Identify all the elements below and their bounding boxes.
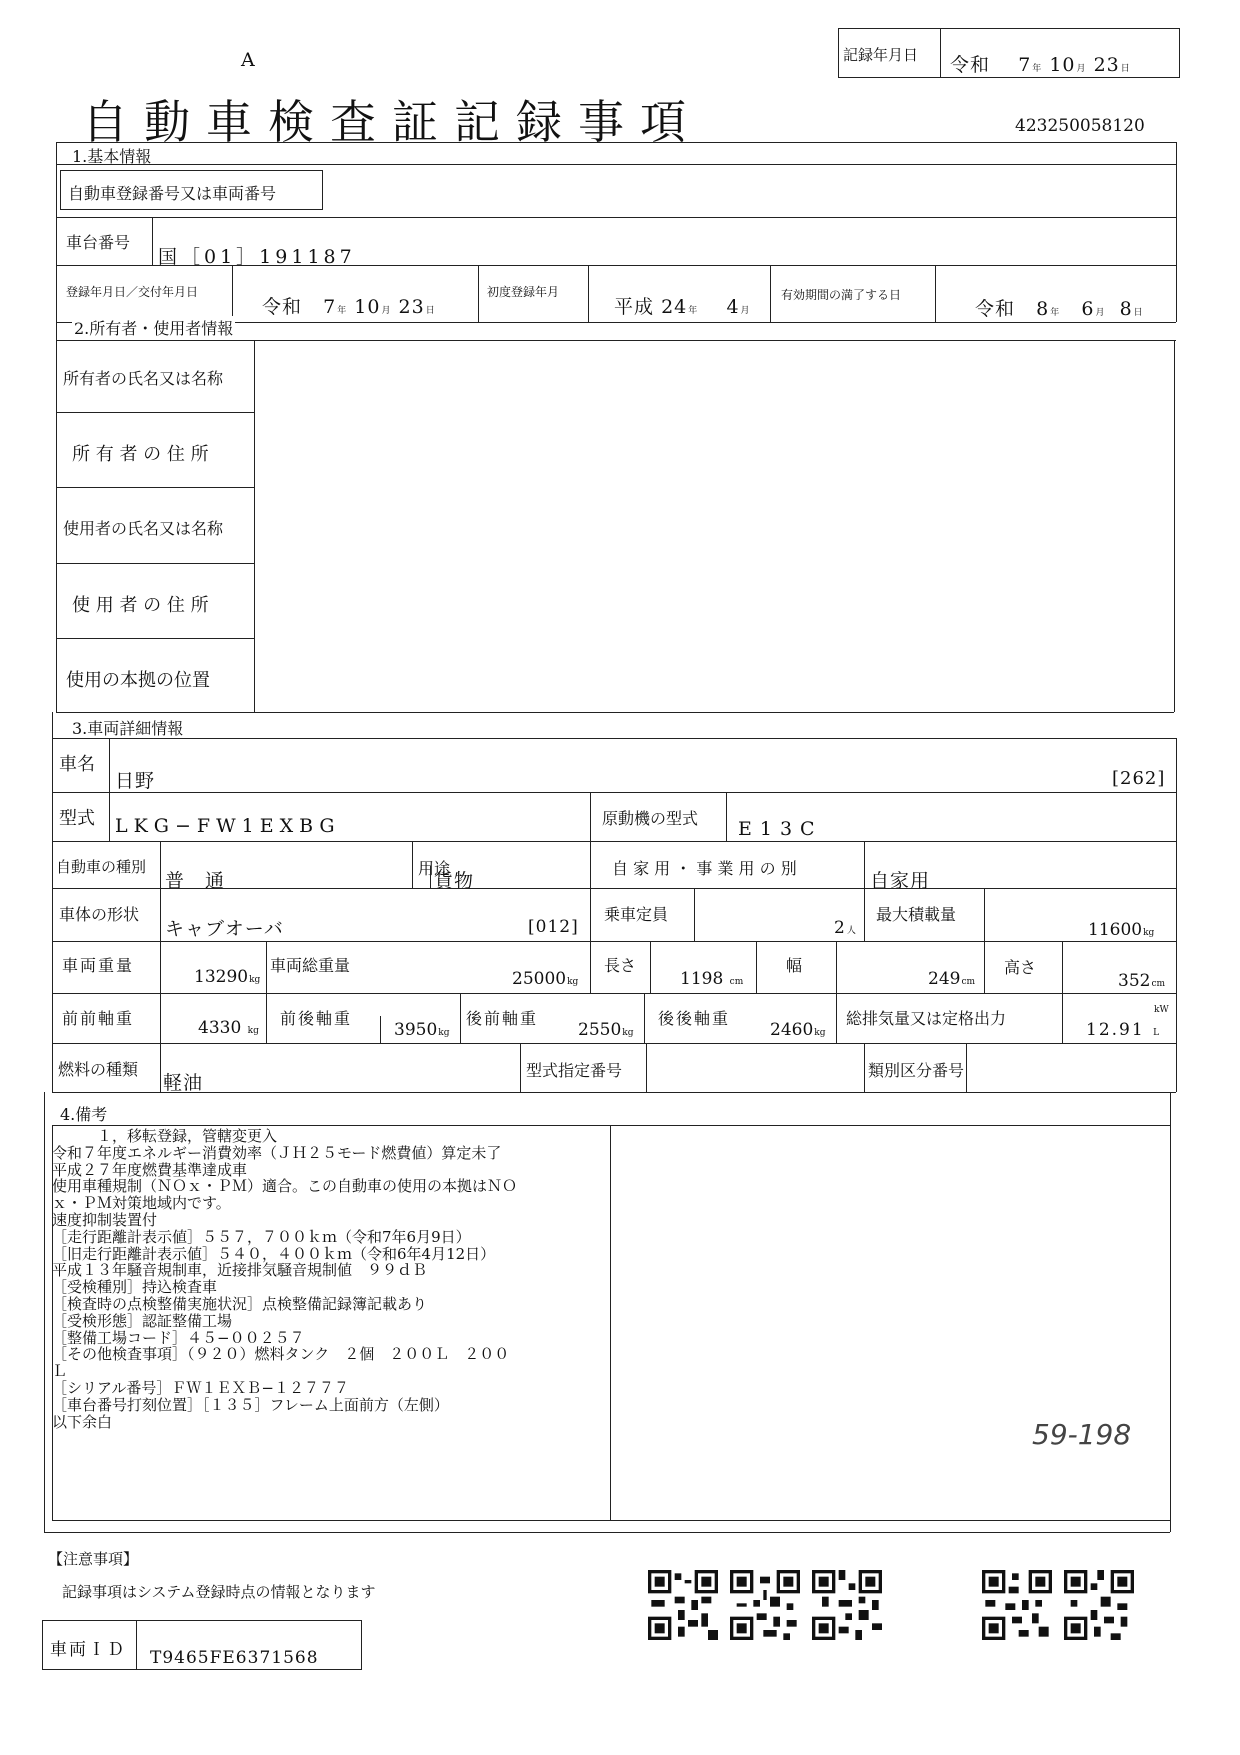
displacement-unit-kw: kW bbox=[1154, 1005, 1169, 1015]
body-value: キャブオーバ bbox=[165, 918, 284, 940]
expiry-label: 有効期間の満了する日 bbox=[781, 288, 902, 302]
vehicle-id-label: 車両ＩＤ bbox=[50, 1640, 126, 1660]
qr-code-icon bbox=[730, 1570, 800, 1640]
weight-value: 13290kg bbox=[194, 967, 261, 987]
handwritten-note: 59-198 bbox=[1032, 1418, 1132, 1451]
qr-code-icon bbox=[982, 1570, 1052, 1640]
remarks-line: ［検査時の点検整備実施状況］点検整備記録簿記載あり bbox=[52, 1294, 428, 1313]
remarks-line: ［車台番号打刻位置］［１３５］フレーム上面前方（左側） bbox=[52, 1395, 449, 1414]
type-designation-label: 型式指定番号 bbox=[526, 1061, 623, 1080]
first-reg-value: 平成 24年 4月 bbox=[614, 296, 751, 318]
ff-axle-value: 4330 kg bbox=[198, 1018, 259, 1038]
fuel-label: 燃料の種類 bbox=[58, 1060, 139, 1079]
reg-date-label: 登録年月日／交付年月日 bbox=[66, 285, 199, 299]
fr-axle-label: 前後軸重 bbox=[280, 1009, 353, 1028]
remarks-line: ［走行距離計表示値］５５７，７００ｋｍ（令和7年6月9日） bbox=[52, 1227, 471, 1246]
record-date-label: 記録年月日 bbox=[843, 46, 919, 64]
section-4-heading: 4.備考 bbox=[60, 1105, 108, 1124]
weight-label: 車両重量 bbox=[62, 956, 135, 975]
record-date-value: 令和 7年 10月 23日 bbox=[950, 54, 1131, 76]
model-value: LKG−FW1EXBG bbox=[115, 815, 341, 837]
remarks-line: ［旧走行距離計表示値］５４０，４００ｋｍ（令和6年4月12日） bbox=[52, 1244, 496, 1263]
section-3-heading: 3.車両詳細情報 bbox=[72, 719, 184, 738]
remarks-line: 速度抑制装置付 bbox=[52, 1210, 158, 1229]
engine-value: E13C bbox=[738, 818, 823, 840]
fuel-value: 軽油 bbox=[163, 1072, 204, 1094]
chassis-label: 車台番号 bbox=[66, 233, 131, 252]
remarks-line: ［受検種別］持込検査車 bbox=[52, 1278, 218, 1297]
reg-date-value: 令和 7年 10月 23日 bbox=[262, 296, 436, 318]
name-value: 日野 bbox=[115, 770, 156, 792]
vehicle-id-value: T9465FE6371568 bbox=[150, 1648, 319, 1668]
type-value: 普 通 bbox=[165, 870, 226, 892]
gross-weight-label: 車両総重量 bbox=[270, 956, 351, 975]
remarks-line: ［受検形態］認証整備工場 bbox=[52, 1311, 233, 1330]
category-label: 類別区分番号 bbox=[868, 1061, 965, 1080]
ff-axle-label: 前前軸重 bbox=[62, 1009, 135, 1028]
remarks-line: ［整備工場コード］４５−００２５７ bbox=[52, 1328, 305, 1347]
notes-text: 記録事項はシステム登録時点の情報となります bbox=[62, 1583, 376, 1601]
height-label: 高さ bbox=[1004, 958, 1037, 977]
owner-name-label: 所有者の氏名又は名称 bbox=[63, 369, 224, 388]
remarks-lines bbox=[52, 1128, 612, 1430]
remarks-line: 平成２７年度燃費基準達成車 bbox=[52, 1160, 248, 1179]
letter-mark: A bbox=[241, 49, 255, 71]
width-label: 幅 bbox=[786, 956, 803, 975]
use-value: 貨物 bbox=[434, 870, 475, 892]
expiry-value: 令和 8年 6月 8日 bbox=[975, 298, 1144, 320]
notes-heading: 【注意事項】 bbox=[48, 1550, 139, 1568]
body-code: [012] bbox=[528, 917, 579, 937]
document-number: 423250058120 bbox=[1015, 116, 1145, 136]
remarks-line: Ｌ bbox=[52, 1362, 68, 1381]
model-label: 型式 bbox=[59, 808, 95, 829]
name-code: [262] bbox=[1112, 768, 1166, 789]
user-name-label: 使用者の氏名又は名称 bbox=[63, 519, 224, 538]
user-address-label: 使 用 者 の 住 所 bbox=[72, 595, 209, 616]
owner-address-label: 所 有 者 の 住 所 bbox=[72, 444, 209, 465]
rf-axle-value: 2550kg bbox=[578, 1020, 634, 1040]
remarks-line: ［シリアル番号］ＦＷ１ＥＸＢ−１２７７７ bbox=[52, 1378, 349, 1397]
fr-axle-value: 3950kg bbox=[394, 1020, 450, 1040]
rr-axle-label: 後後軸重 bbox=[658, 1009, 731, 1028]
rf-axle-label: 後前軸重 bbox=[466, 1009, 539, 1028]
height-value: 352cm bbox=[1118, 971, 1166, 991]
max-load-value: 11600kg bbox=[1088, 920, 1155, 940]
remarks-line: 平成１３年騒音規制車，近接排気騒音規制値 ９９ｄＢ bbox=[52, 1261, 428, 1280]
remarks-line: 令和７年度エネルギー消費効率（ＪＨ２５モード燃費値）算定未了 bbox=[52, 1143, 502, 1162]
base-location-label: 使用の本拠の位置 bbox=[66, 670, 210, 691]
private-business-value: 自家用 bbox=[870, 870, 931, 892]
type-label: 自動車の種別 bbox=[56, 858, 147, 876]
name-label: 車名 bbox=[59, 754, 95, 775]
remarks-line: ［その他検査事項］（９２０）燃料タンク ２個 ２００Ｌ ２００ bbox=[52, 1345, 510, 1364]
reg-number-label: 自動車登録番号又は車両番号 bbox=[68, 184, 277, 203]
chassis-value: 国［01］191187 bbox=[158, 246, 356, 268]
capacity-value: 2人 bbox=[834, 918, 857, 938]
length-label: 長さ bbox=[604, 956, 637, 975]
remarks-line: １，移転登録，管轄変更入 bbox=[52, 1127, 278, 1145]
document-title: 自動車検査証記録事項 bbox=[82, 95, 702, 149]
qr-code-icon bbox=[648, 1570, 718, 1640]
qr-code-icon bbox=[812, 1570, 882, 1640]
engine-label: 原動機の型式 bbox=[602, 809, 699, 828]
remarks-line: 以下余白 bbox=[52, 1412, 113, 1431]
displacement-value: 12.91 L bbox=[1086, 1020, 1162, 1040]
width-value: 249cm bbox=[928, 969, 976, 989]
section-1-heading: 1.基本情報 bbox=[72, 147, 152, 166]
section-2-heading: 2.所有者・使用者情報 bbox=[72, 316, 235, 339]
first-reg-label: 初度登録年月 bbox=[487, 285, 560, 299]
use-label: 用途 bbox=[418, 859, 451, 878]
length-value: 1198 cm bbox=[680, 969, 744, 989]
remarks-line: 使用車種規制（ＮＯｘ・ＰＭ）適合。この自動車の使用の本拠はＮＯ bbox=[52, 1177, 518, 1196]
qr-code-icon bbox=[1064, 1570, 1134, 1640]
max-load-label: 最大積載量 bbox=[876, 905, 957, 924]
body-label: 車体の形状 bbox=[59, 905, 140, 924]
rr-axle-value: 2460kg bbox=[770, 1020, 826, 1040]
private-business-label: 自 家 用 ・ 事 業 用 の 別 bbox=[612, 859, 797, 878]
displacement-label: 総排気量又は定格出力 bbox=[846, 1009, 1007, 1028]
remarks-line: ｘ・ＰＭ対策地域内です。 bbox=[52, 1194, 231, 1213]
gross-weight-value: 25000kg bbox=[512, 969, 579, 989]
capacity-label: 乗車定員 bbox=[604, 905, 669, 924]
